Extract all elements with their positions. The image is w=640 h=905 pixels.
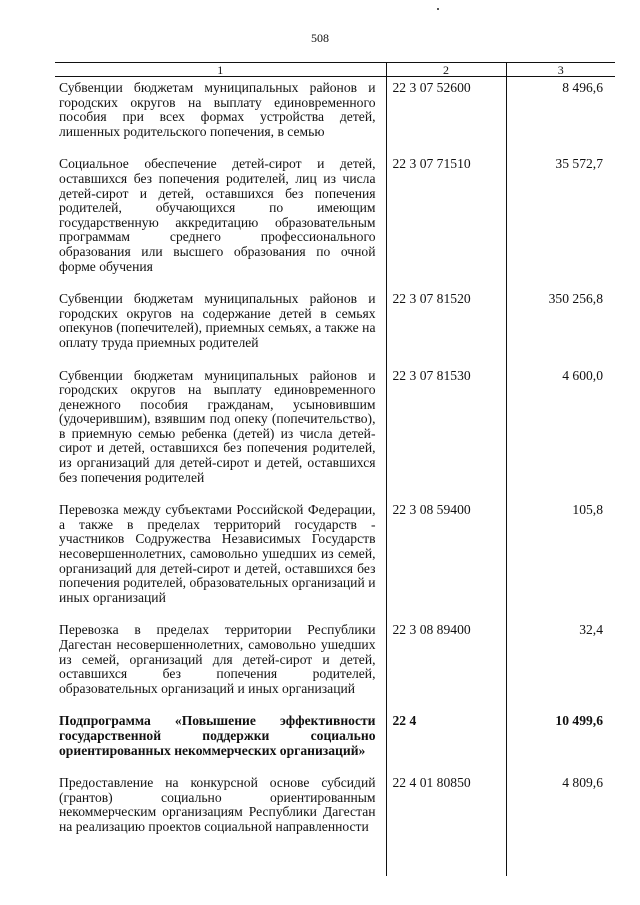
row-amount: 10 499,6 xyxy=(506,712,615,774)
row-description: Подпрограмма «Повышение эффективности государственной поддержки социально ориентированных некоммерческих организаций» xyxy=(59,713,376,758)
row-amount: 4 809,6 xyxy=(506,774,615,876)
row-description: Предоставление на конкурсной основе субсидий (грантов) социально ориентированным некоммерческим организациям Республики Дагестан на реализацию проектов социальной направленности xyxy=(59,775,376,834)
row-description: Перевозка между субъектами Российской Федерации, а также в пределах территорий государств - участников Содружества Независимых Государств несовершеннолетних, самовольно ушедших из семей, организаций для детей-сирот и детей, оставшихся без попечения родителей, образовательных организаций и иных организаций xyxy=(59,502,376,605)
table-row xyxy=(55,77,615,156)
table-row xyxy=(55,367,615,502)
row-code: 22 3 07 81530 xyxy=(386,367,506,502)
table-header-row xyxy=(55,63,615,77)
table-row xyxy=(55,621,615,712)
budget-table xyxy=(55,62,615,876)
row-amount: 350 256,8 xyxy=(506,290,615,366)
row-amount: 8 496,6 xyxy=(506,77,615,156)
table-row-subprogram xyxy=(55,712,615,774)
table-row xyxy=(55,155,615,290)
table-row xyxy=(55,290,615,366)
scan-dot xyxy=(437,8,439,10)
header-col-1: 1 xyxy=(55,63,386,77)
row-code: 22 3 07 71510 xyxy=(386,155,506,290)
table-row xyxy=(55,774,615,876)
row-description: Субвенции бюджетам муниципальных районов и городских округов на выплату единовременного денежного пособия гражданам, усыновившим (удочерившим), взявшим под опеку (попечительство), в приемную семью ребенка (детей) из числа детей-сирот и детей, оставшихся без попечения родителей, из организаций для детей-сирот и детей, оставшихся без попечения родителей xyxy=(59,367,376,485)
row-amount: 35 572,7 xyxy=(506,155,615,290)
row-description: Субвенции бюджетам муниципальных районов и городских округов на выплату единовременного пособия при всех формах устройства детей, лишенных родительского попечения, в семью xyxy=(59,80,376,139)
table-row xyxy=(55,501,615,621)
row-amount: 32,4 xyxy=(506,621,615,712)
row-code: 22 4 xyxy=(386,712,506,774)
row-amount: 4 600,0 xyxy=(506,367,615,502)
row-code: 22 4 01 80850 xyxy=(386,774,506,876)
header-col-3: 3 xyxy=(506,63,615,77)
row-code: 22 3 07 81520 xyxy=(386,290,506,366)
row-description: Перевозка в пределах территории Республики Дагестан несовершеннолетних, самовольно ушедших из семей, организаций для детей-сирот и детей, оставшихся без попечения родителей, образовательных организаций и иных организаций xyxy=(59,622,376,696)
row-code: 22 3 07 52600 xyxy=(386,77,506,156)
row-description: Социальное обеспечение детей-сирот и детей, оставшихся без попечения родителей, лиц из числа детей-сирот и детей, оставшихся без попечения родителей, обучающихся по имеющим государственную аккредитацию образовательным программам среднего профессионального образования или высшего образования по очной форме обучения xyxy=(59,156,376,274)
row-code: 22 3 08 59400 xyxy=(386,501,506,621)
row-code: 22 3 08 89400 xyxy=(386,621,506,712)
header-col-2: 2 xyxy=(386,63,506,77)
page-number: 508 xyxy=(311,31,329,45)
row-amount: 105,8 xyxy=(506,501,615,621)
row-description: Субвенции бюджетам муниципальных районов и городских округов на содержание детей в семьях опекунов (попечителей), приемных семьях, а также на оплату труда приемных родителей xyxy=(59,291,376,350)
